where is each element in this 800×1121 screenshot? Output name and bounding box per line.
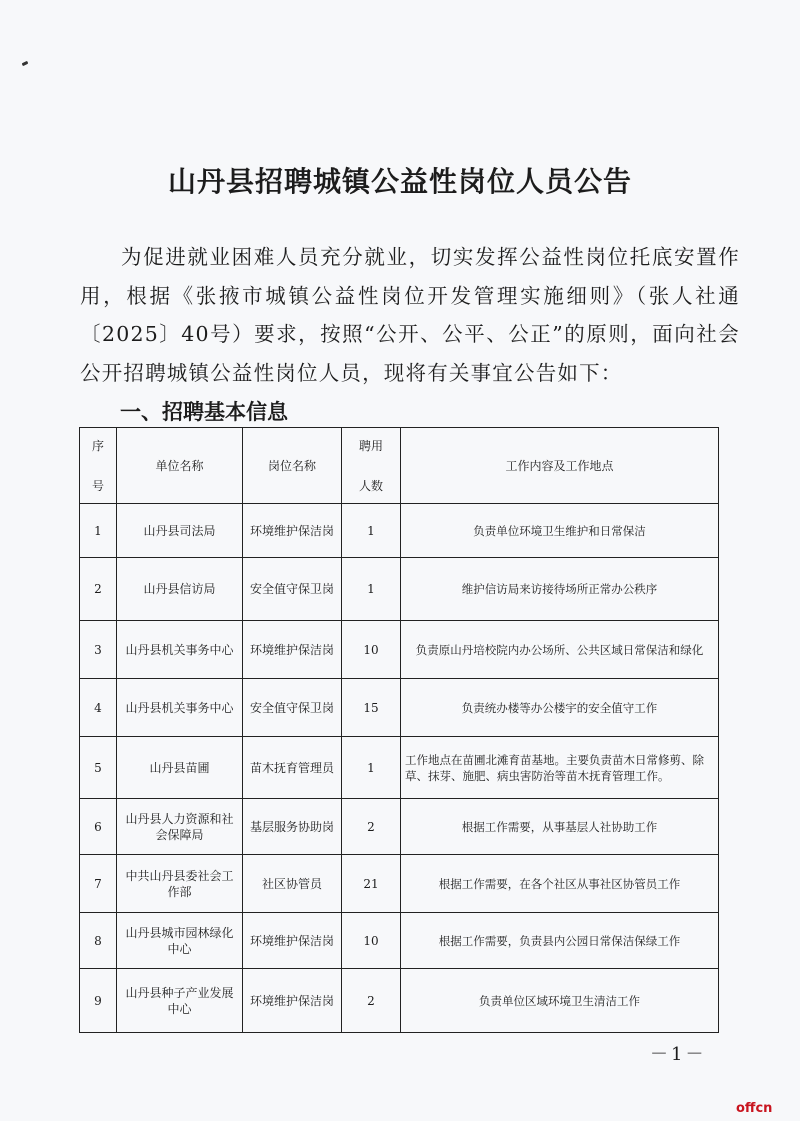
table-row: [80, 737, 719, 799]
header-count: 聘用 人数: [342, 428, 401, 504]
row-index: 2: [80, 558, 117, 621]
row-count: 10: [342, 913, 401, 969]
row-content: 负责单位环境卫生维护和日常保洁: [401, 504, 719, 558]
row-unit: 中共山丹县委社会工作部: [117, 855, 243, 913]
row-count: 2: [342, 969, 401, 1033]
watermark-logo: offcn: [736, 1101, 773, 1116]
row-count: 21: [342, 855, 401, 913]
row-unit: 山丹县苗圃: [117, 737, 243, 799]
intro-paragraph: 为促进就业困难人员充分就业，切实发挥公益性岗位托底安置作用，根据《张掖市城镇公益性岗位开发管理实施细则》（张人社通〔2025〕40号）要求，按照“公开、公平、公正”的原则，面向社会公开招聘城镇公益性岗位人员，现将有关事宜公告如下：: [80, 245, 740, 385]
row-content: 根据工作需要，负责县内公园日常保洁保绿工作: [401, 913, 719, 969]
row-index: 8: [80, 913, 117, 969]
row-content: 根据工作需要，从事基层人社协助工作: [401, 799, 719, 855]
table-row: [80, 969, 719, 1033]
row-content: 工作地点在苗圃北滩育苗基地。主要负责苗木日常修剪、除草、抹芽、施肥、病虫害防治等苗木抚育管理工作。: [401, 737, 719, 799]
row-index: 3: [80, 621, 117, 679]
row-unit: 山丹县机关事务中心: [117, 621, 243, 679]
table-header-row: [80, 428, 719, 504]
row-content: 负责单位区域环境卫生清洁工作: [401, 969, 719, 1033]
row-index: 1: [80, 504, 117, 558]
scan-mark: [22, 61, 29, 66]
row-post: 环境维护保洁岗: [243, 621, 342, 679]
header-content: 工作内容及工作地点: [401, 428, 719, 504]
row-unit: 山丹县司法局: [117, 504, 243, 558]
table-row: [80, 621, 719, 679]
page-number: －1－: [650, 1044, 707, 1065]
header-post: 岗位名称: [243, 428, 342, 504]
row-count: 1: [342, 558, 401, 621]
table-row: [80, 799, 719, 855]
row-index: 5: [80, 737, 117, 799]
recruitment-table: [79, 427, 719, 1033]
row-count: 15: [342, 679, 401, 737]
section-heading: 一、招聘基本信息: [120, 400, 288, 424]
row-post: 安全值守保卫岗: [243, 679, 342, 737]
table-row: [80, 558, 719, 621]
row-unit: 山丹县城市园林绿化中心: [117, 913, 243, 969]
header-index: 序 号: [80, 428, 117, 504]
row-post: 环境维护保洁岗: [243, 969, 342, 1033]
row-unit: 山丹县机关事务中心: [117, 679, 243, 737]
row-count: 2: [342, 799, 401, 855]
row-index: 6: [80, 799, 117, 855]
row-post: 环境维护保洁岗: [243, 913, 342, 969]
row-content: 根据工作需要，在各个社区从事社区协管员工作: [401, 855, 719, 913]
row-post: 基层服务协助岗: [243, 799, 342, 855]
row-count: 10: [342, 621, 401, 679]
row-count: 1: [342, 737, 401, 799]
table-row: [80, 855, 719, 913]
row-unit: 山丹县人力资源和社会保障局: [117, 799, 243, 855]
row-content: 负责统办楼等办公楼宇的安全值守工作: [401, 679, 719, 737]
row-unit: 山丹县种子产业发展中心: [117, 969, 243, 1033]
row-post: 环境维护保洁岗: [243, 504, 342, 558]
row-count: 1: [342, 504, 401, 558]
row-post: 苗木抚育管理员: [243, 737, 342, 799]
row-post: 社区协管员: [243, 855, 342, 913]
table-row: [80, 504, 719, 558]
row-index: 7: [80, 855, 117, 913]
row-index: 4: [80, 679, 117, 737]
row-content: 负责原山丹培校院内办公场所、公共区域日常保洁和绿化: [401, 621, 719, 679]
table-row: [80, 679, 719, 737]
row-content: 维护信访局来访接待场所正常办公秩序: [401, 558, 719, 621]
table-row: [80, 913, 719, 969]
row-index: 9: [80, 969, 117, 1033]
row-unit: 山丹县信访局: [117, 558, 243, 621]
document-title: 山丹县招聘城镇公益性岗位人员公告: [167, 165, 632, 198]
row-post: 安全值守保卫岗: [243, 558, 342, 621]
header-unit: 单位名称: [117, 428, 243, 504]
